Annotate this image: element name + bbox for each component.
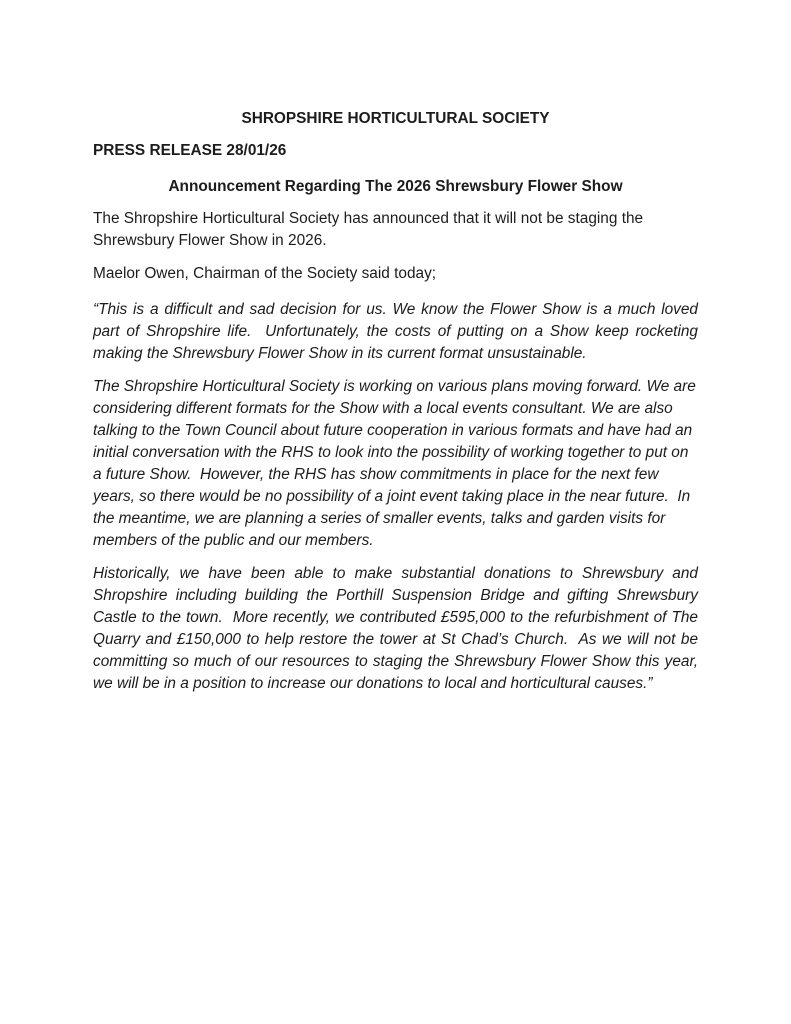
attribution-paragraph: Maelor Owen, Chairman of the Society said today; xyxy=(93,265,437,282)
announcement-headline: Announcement Regarding The 2026 Shrewsbury Flower Show xyxy=(168,178,623,195)
society-title: SHROPSHIRE HORTICULTURAL SOCIETY xyxy=(241,110,550,127)
quote-paragraph-donations: Historically, we have been able to make substantial donations to Shrewsbury and Shropshire including building the Porthill Suspension Bridge and gifting Shrewsbury Castle to the town. More recently, we contributed £595,000 to the refurbishment of The Quarry and £150,000 to help restore the tower at St Chad’s Church. As we will not be committing so much of our resources to staging the Shrewsbury Flower Show this year, we will be in a position to increase our donations to local and horticultural causes.” xyxy=(93,565,703,692)
quote-paragraph-decision: “This is a difficult and sad decision for us. We know the Flower Show is a much loved part of Shropshire life. Unfortunately, the costs of putting on a Show keep rocketing making the Shrewsbury Flower Show in its current format unsustainable. xyxy=(93,301,703,362)
intro-paragraph: The Shropshire Horticultural Society has announced that it will not be staging the Shrewsbury Flower Show in 2026. xyxy=(93,210,648,249)
press-release-date-line: PRESS RELEASE 28/01/26 xyxy=(93,142,287,159)
quote-paragraph-plans: The Shropshire Horticultural Society is working on various plans moving forward. We are considering different formats for the Show with a local events consultant. We are also talking to the Town Council about future cooperation in various formats and have had an initial conversation with the RHS to look into the possibility of working together to put on a future Show. However, the RHS has show commitments in place for the next few years, so there would be no possibility of a joint event taking place in the near future. In the meantime, we are planning a series of smaller events, talks and garden visits for members of the public and our members. xyxy=(93,378,701,549)
